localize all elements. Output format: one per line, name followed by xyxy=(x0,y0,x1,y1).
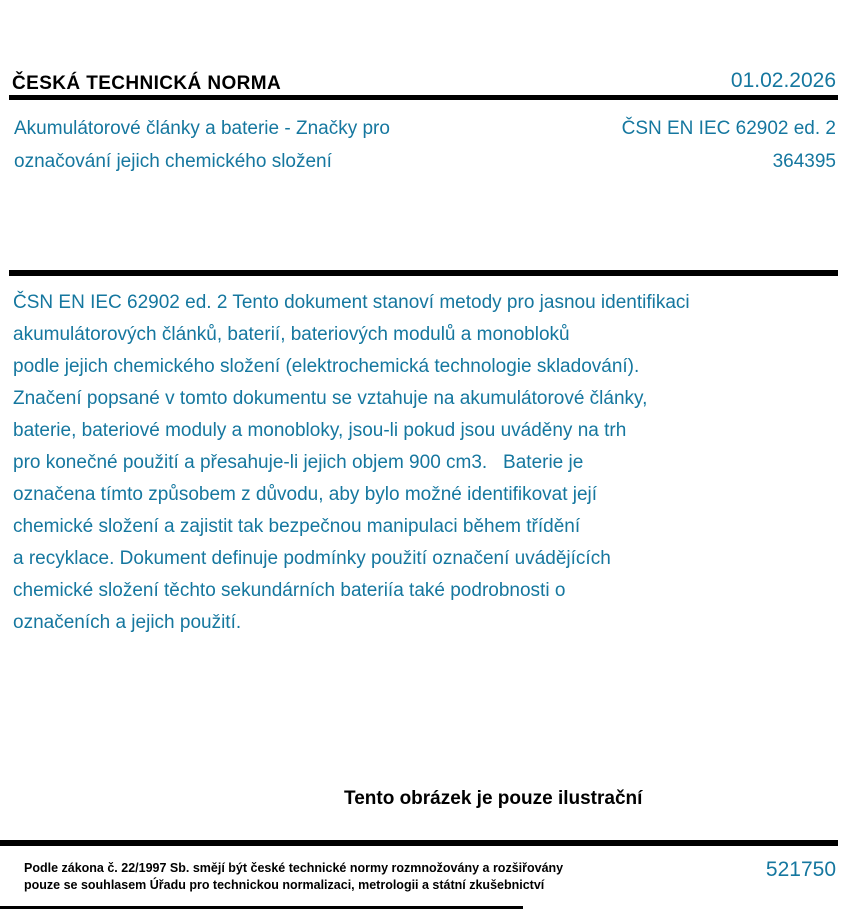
abstract-line: chemické složení a zajistit tak bezpečnou manipulaci během třídění xyxy=(13,516,581,537)
bottom-partial-rule xyxy=(0,906,523,909)
header-divider-rule xyxy=(9,95,838,100)
abstract-line: akumulátorových článků, baterií, bateriových modulů a monobloků xyxy=(13,324,570,345)
footer-legal-line-1: Podle zákona č. 22/1997 Sb. smějí být české technické normy rozmnožovány a rozšiřovány xyxy=(24,861,564,875)
abstract-line: Značení popsané v tomto dokumentu se vztahuje na akumulátorové články, xyxy=(13,388,648,409)
abstract-line: ČSN EN IEC 62902 ed. 2 Tento dokument stanoví metody pro jasnou identifikaci xyxy=(13,292,690,313)
footer-top-rule xyxy=(0,840,838,846)
standard-designation-block xyxy=(622,112,836,178)
abstract-line: podle jejich chemického složení (elektrochemická technologie skladování). xyxy=(13,356,640,377)
effective-date: 01.02.2026 xyxy=(730,69,836,92)
abstract-line: chemické složení těchto sekundárních bateriía také podrobnosti o xyxy=(13,580,566,601)
order-number: 521750 xyxy=(765,858,836,881)
abstract-line: pro konečné použití a přesahuje-li jejich objem 900 cm3. Baterie je xyxy=(13,452,584,473)
abstract-paragraph xyxy=(13,287,833,639)
abstract-line: označeních a jejich použití. xyxy=(13,612,242,633)
document-title xyxy=(14,112,390,178)
abstract-top-rule xyxy=(9,270,838,276)
illustration-disclaimer: Tento obrázek je pouze ilustrační xyxy=(344,788,643,809)
standard-designation: ČSN EN IEC 62902 ed. 2 xyxy=(621,118,836,139)
document-title-line-2: označování jejich chemického složení xyxy=(14,151,332,172)
page-title: ČESKÁ TECHNICKÁ NORMA xyxy=(12,73,282,94)
document-title-line-1: Akumulátorové články a baterie - Značky pro xyxy=(14,118,390,139)
footer-legal-line-2: pouze se souhlasem Úřadu pro technickou normalizaci, metrologii a státní zkušebnictví xyxy=(24,878,545,892)
footer-legal-notice xyxy=(24,860,563,894)
abstract-line: baterie, bateriové moduly a monobloky, jsou-li pokud jsou uváděny na trh xyxy=(13,420,627,441)
abstract-line: označena tímto způsobem z důvodu, aby bylo možné identifikovat její xyxy=(13,484,598,505)
abstract-line: a recyklace. Dokument definuje podmínky použití označení uvádějících xyxy=(13,548,611,569)
classification-number: 364395 xyxy=(772,151,836,172)
